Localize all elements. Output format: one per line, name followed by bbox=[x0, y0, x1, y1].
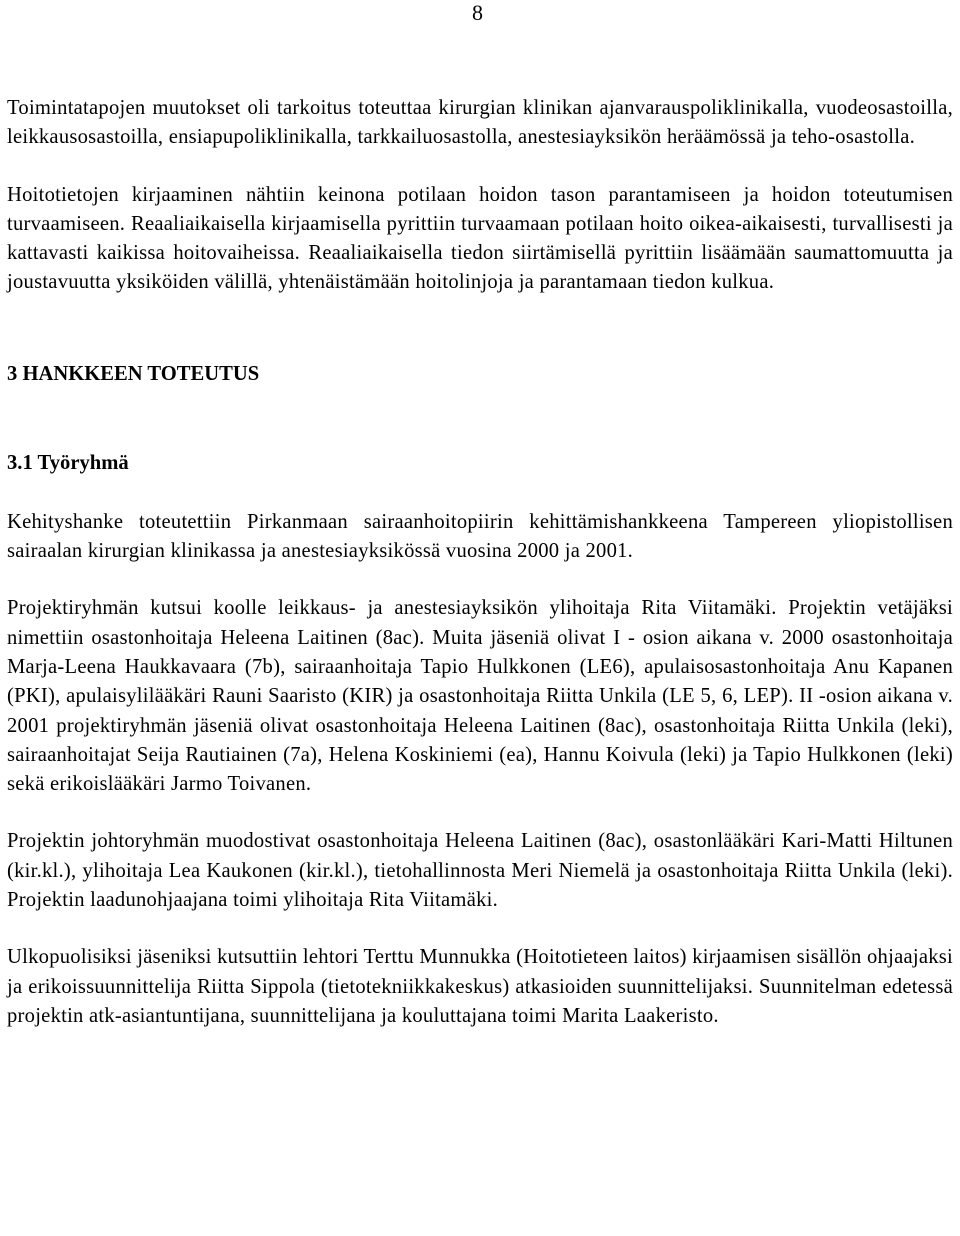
paragraph-steering-group: Projektin johtoryhmän muodostivat osastonhoitaja Heleena Laitinen (8ac), osastonlääkäri Kari-Matti Hiltunen (kir.kl.), ylihoitaja Lea Kaukonen (kir.kl.), tietohallinnosta Meri Niemelä ja osastonhoitaja Riitta Unkila (leki). Projektin laadunohjaajana toimi ylihoitaja Rita Viitamäki. bbox=[7, 830, 953, 912]
paragraph-change-scope: Toimintatapojen muutokset oli tarkoitus toteuttaa kirurgian klinikan ajanvarauspoliklinikalla, vuodeosastoilla, leikkausosastoilla, ensiapupoliklinikalla, tarkkailuosastolla, anestesiayksikön heräämössä ja teho-osastolla. bbox=[7, 97, 953, 149]
paragraph-documentation-goals: Hoitotietojen kirjaaminen nähtiin keinona potilaan hoidon tason parantamiseen ja hoidon toteutumisen turvaamiseen. Reaaliaikaisella kirjaamisella pyrittiin turvaamaan potilaan hoito oikea-aikaisesti, turvallisesti ja kattavasti kaikissa hoitovaiheissa. Reaaliaikaisella tiedon siirtämisellä pyrittiin lisäämään saumattomuutta ja joustavuutta yksiköiden välillä, yhtenäistämään hoitolinjoja ja parantamaan tiedon kulkua. bbox=[7, 183, 953, 294]
paragraph-project-implementation: Kehityshanke toteutettiin Pirkanmaan sairaanhoitopiirin kehittämishankkeena Tampereen yliopistollisen sairaalan kirurgian klinikassa ja anestesiayksikössä vuosina 2000 ja 2001. bbox=[7, 510, 953, 563]
paragraph-project-group: Projektiryhmän kutsui koolle leikkaus- ja anestesiayksikön ylihoitaja Rita Viitamäki. Projektin vetäjäksi nimettiin osastonhoitaja Heleena Laitinen (8ac). Muita jäseniä olivat I - osion aikana v. 2000 osastonhoitaja Marja-Leena Haukkavaara (7b), sairaanhoitaja Tapio Hulkkonen (LE6), apulaisosastonhoitaja Anu Kapanen (PKI), apulaisylilääkäri Rauni Saaristo (KIR) ja osastonhoitaja Riitta Unkila (LE 5, 6, LEP). II -osion aikana v. 2001 projektiryhmän jäseniä olivat osastonhoitaja Heleena Laitinen (8ac), osastonhoitaja Riitta Unkila (leki), sairaanhoitajat Seija Rautiainen (7a), Helena Koskiniemi (ea), Hannu Koivula (leki) ja Tapio Hulkkonen (leki) sekä erikoislääkäri Jarmo Toivanen. bbox=[7, 597, 953, 796]
section-spacer bbox=[7, 298, 953, 360]
section-heading: 3 HANKKEEN TOTEUTUS bbox=[7, 362, 260, 385]
page-number: 8 bbox=[472, 0, 483, 25]
document-body bbox=[7, 94, 953, 1031]
subsection-heading: 3.1 Työryhmä bbox=[7, 451, 129, 474]
paragraph-external-members: Ulkopuolisiksi jäseniksi kutsuttiin lehtori Terttu Munnukka (Hoitotieteen laitos) kirjaamisen sisällön ohjaajaksi ja erikoissuunnittelija Riitta Sippola (tietotekniikkakeskus) atkasioiden suunnittelijaksi. Suunnitelman edetessä projektin atk-asiantuntijana, suunnittelijana ja kouluttajana toimi Marita Laakeristo. bbox=[7, 946, 953, 1027]
